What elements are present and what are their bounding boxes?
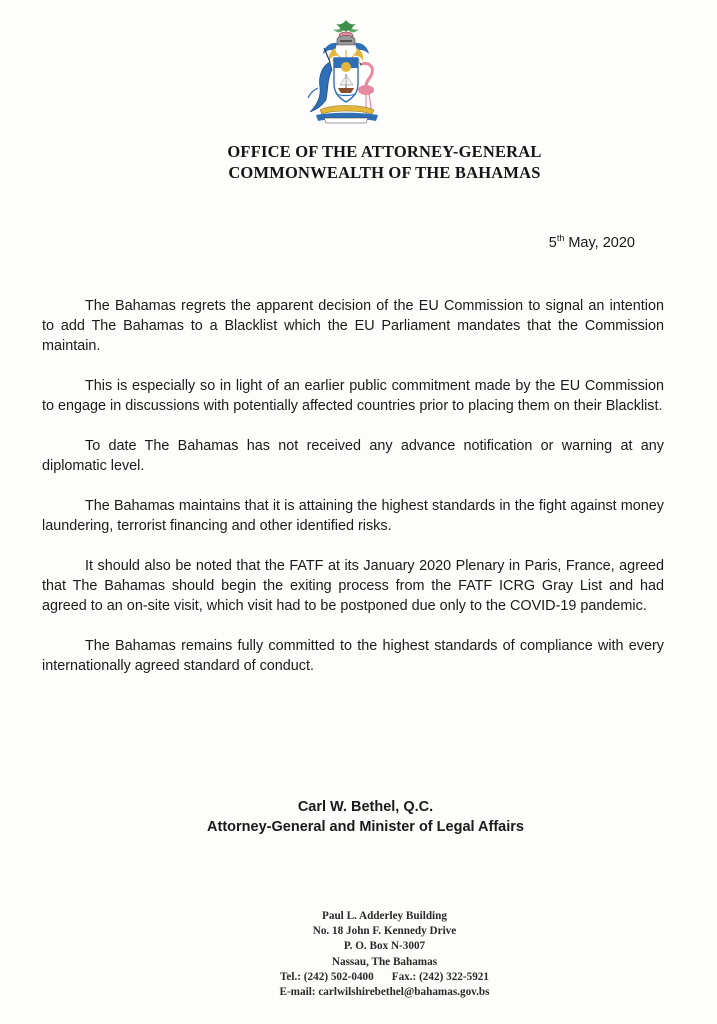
body-paragraph-5: It should also be noted that the FATF at its January 2020 Plenary in Paris, France, agreed that The Bahamas should begin the exiting process from the FATF ICRG Gray List and had agreed to an on-site visit, which visit had to be postponed due only to the COVID-19 pandemic. [42, 558, 664, 614]
signature-block [0, 797, 717, 837]
address-line-2: No. 18 John F. Kennedy Drive [312, 925, 457, 938]
signatory-name: Carl W. Bethel, Q.C. [297, 799, 434, 815]
telephone-number: Tel.: (242) 502-0400 [279, 970, 374, 983]
address-line-3: P. O. Box N-3007 [343, 940, 426, 953]
office-title-line-2: COMMONWEALTH OF THE BAHAMAS [228, 163, 541, 182]
date-day: 5 [548, 234, 557, 251]
email-address: E-mail: carlwilshirebethel@bahamas.gov.bs [279, 986, 490, 999]
body-paragraph-6: The Bahamas remains fully committed to the highest standards of compliance with every internationally agreed standard of conduct. [42, 638, 664, 674]
office-title-line-1: OFFICE OF THE ATTORNEY-GENERAL [227, 142, 542, 161]
address-line-4: Nassau, The Bahamas [331, 955, 438, 968]
office-heading [0, 141, 717, 183]
body-paragraph-4: The Bahamas maintains that it is attaining the highest standards in the fight against money laundering, terrorist financing and other identified risks. [42, 498, 664, 534]
signatory-title: Attorney-General and Minister of Legal Affairs [207, 819, 524, 835]
date-day-suffix: th [556, 233, 565, 243]
body-paragraph-1: The Bahamas regrets the apparent decision of the EU Commission to signal an intention to add The Bahamas to a Blacklist which the EU Parliament mandates that the Commission maintain. [42, 298, 664, 354]
date-month-year: May, 2020 [564, 234, 635, 251]
fax-number: Fax.: (242) 322-5921 [391, 970, 489, 983]
contact-phone-line [0, 970, 717, 985]
letter-body [42, 296, 664, 696]
letter-date [549, 233, 635, 251]
body-paragraph-3: To date The Bahamas has not received any advance notification or warning at any diplomatic level. [42, 438, 664, 474]
address-line-1: Paul L. Adderley Building [322, 910, 447, 922]
address-footer [0, 909, 717, 1000]
bahamas-coat-of-arms-icon [296, 18, 396, 124]
body-paragraph-2: This is especially so in light of an earlier public commitment made by the EU Commission to engage in discussions with potentially affected countries prior to placing them on their Blacklist. [42, 378, 664, 414]
